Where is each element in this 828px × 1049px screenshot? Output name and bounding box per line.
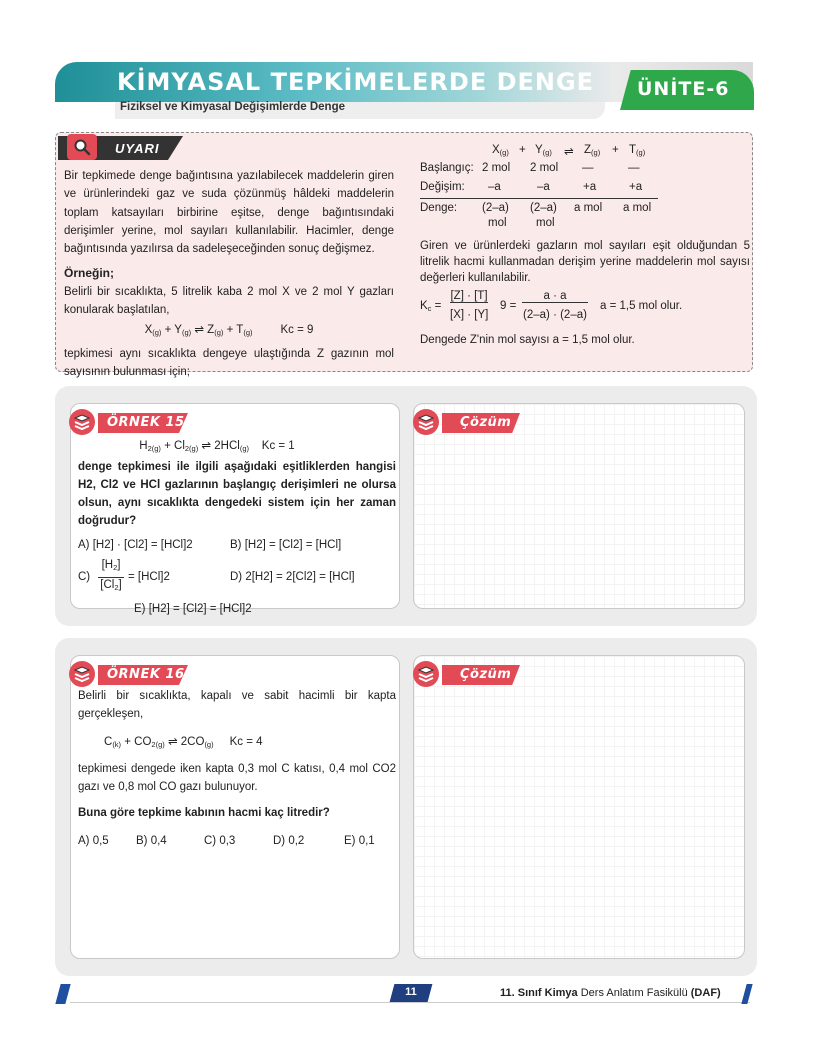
section-subtitle: Fiziksel ve Kimyasal Değişimlerde Denge [120, 101, 345, 113]
choice-a[interactable]: A) [H2] · [Cl2] = [HCl]2 [78, 539, 193, 551]
search-icon [67, 134, 97, 160]
example15-solution-label: Çözüm [460, 415, 512, 430]
choice-b[interactable]: B) 0,4 [136, 835, 167, 847]
example16-solution-panel[interactable] [413, 655, 745, 959]
book-icon [412, 408, 440, 436]
page-number: 11 [405, 986, 417, 998]
example16-choices [78, 832, 396, 850]
example16-question: Buna göre tepkime kabının hacmi kaç litredir? [78, 807, 330, 819]
footer-accent-left [55, 984, 70, 1004]
example16-body [78, 687, 396, 850]
choice-b[interactable]: B) [H2] = [Cl2] = [HCl] [230, 539, 342, 551]
warning-label: UYARI [115, 141, 160, 156]
book-title: 11. Sınıf Kimya Ders Anlatım Fasikülü (DAF) [500, 987, 721, 999]
chapter-title: KİMYASAL TEPKİMELERDE DENGE [117, 68, 595, 96]
example-heading: Örneğin; [64, 266, 114, 281]
example15-label: ÖRNEK 15 [107, 415, 185, 430]
example16-solution-label: Çözüm [460, 667, 512, 682]
choices-row-3 [78, 600, 396, 618]
example16-intro: Belirli bir sıcaklıkta, kapalı ve sabit hacimli bir kapta gerçekleşen, [78, 690, 396, 720]
example15-equation: $H_{2(g)} + Cl_{2(g)}$ ⇌ 2HCl$_{(g)}$ Kc = 1 [139, 440, 295, 453]
example15-solution-panel[interactable] [413, 403, 745, 609]
ice-row-units: mol mol [488, 217, 555, 229]
example15-question: denge tepkimesi ile ilgili aşağıdaki eşitliklerden hangisi H2, Cl2 ve HCl gazlarının başlangıç derişimleri ne olursa olsun, aynı sıcaklıkta dengedeki sistem için her zaman doğrudur? [78, 461, 396, 527]
example15-body [78, 437, 396, 618]
book-icon [412, 660, 440, 688]
warning-right-text: Giren ve ürünlerdeki gazların mol sayıları eşit olduğundan 5 litrelik hacmi kullanmadan derişim yerine maddelerin mol sayısı değerleri kullanılabilir. [420, 240, 750, 284]
warning-conclusion: Dengede Z'nin mol sayısı a = 1,5 mol olur. [420, 334, 635, 346]
choice-c[interactable]: = [HCl]2 [128, 571, 170, 583]
choices-row-1 [78, 536, 396, 554]
choice-e[interactable]: E) [H2] = [Cl2] = [HCl]2 [134, 603, 252, 615]
choices-row-2: C) $[H_2]$ $[Cl_2]$ = [HCl]2 D) 2[H2] = 2[Cl2] = [HCl] [78, 556, 396, 598]
example-after-text: tepkimesi aynı sıcaklıkta dengeye ulaştığında Z gazının mol sayısının bulunması için; [64, 347, 394, 378]
choice-a[interactable]: A) 0,5 [78, 835, 109, 847]
choice-e[interactable]: E) 0,1 [344, 835, 375, 847]
example16-equation: $C_{(k)} + CO_{2(g)}$ ⇌ $2CO_{(g)}$ Kc = 4 [104, 736, 263, 749]
choice-d[interactable]: D) 2[H2] = 2[Cl2] = [HCl] [230, 571, 355, 583]
ice-row-start: Başlangıç: 2 mol 2 mol — — [420, 162, 640, 174]
unit-label: ÜNİTE-6 [637, 78, 730, 100]
example16-text: tepkimesi dengede iken kapta 0,3 mol C katısı, 0,4 mol CO2 gazı ve 0,8 mol CO gazı bulunuyor. [78, 763, 396, 793]
example-text: Belirli bir sıcaklıkta, 5 litrelik kaba 2 mol X ve 2 mol Y gazları konularak başlatılan, [64, 285, 394, 317]
ice-row-equilibrium: Denge: (2–a) (2–a) a mol a mol [420, 202, 652, 214]
footer-rule [70, 1002, 750, 1003]
example-kc: Kc = 9 [280, 324, 314, 337]
warning-left-column [64, 167, 394, 381]
example16-label: ÖRNEK 16 [107, 667, 185, 682]
footer-accent-right [741, 984, 752, 1004]
choice-d[interactable]: D) 0,2 [273, 835, 305, 847]
example-equation: $X_{(g)} + Y_{(g)}$ ⇌ $Z_{(g)} + T_{(g)}$ Kc = 9 [144, 324, 314, 338]
kc-expression: $K_c$ = [Z] · [T] [X] · [Y] 9 = a · a (2–a) · (2–a) a = 1,5 mol olur. [420, 290, 683, 321]
book-icon [68, 660, 96, 688]
ice-row-change: Değişim: –a –a +a +a [420, 181, 658, 199]
warning-paragraph: Bir tepkimede denge bağıntısına yazılabilecek maddelerin giren ve ürünlerindeki gaz ve suda çözünmüş hâldeki maddelerin toplam katsayıları birbirine eşitse, denge bağıntısındaki derişimler yerine, mol sayıları kullanılabilir. Hacimler, denge bağıntısında yazılırsa da sadeleşeceğinden sonuç değişmez. [64, 170, 394, 256]
book-icon [68, 408, 96, 436]
choice-c[interactable]: C) 0,3 [204, 835, 236, 847]
